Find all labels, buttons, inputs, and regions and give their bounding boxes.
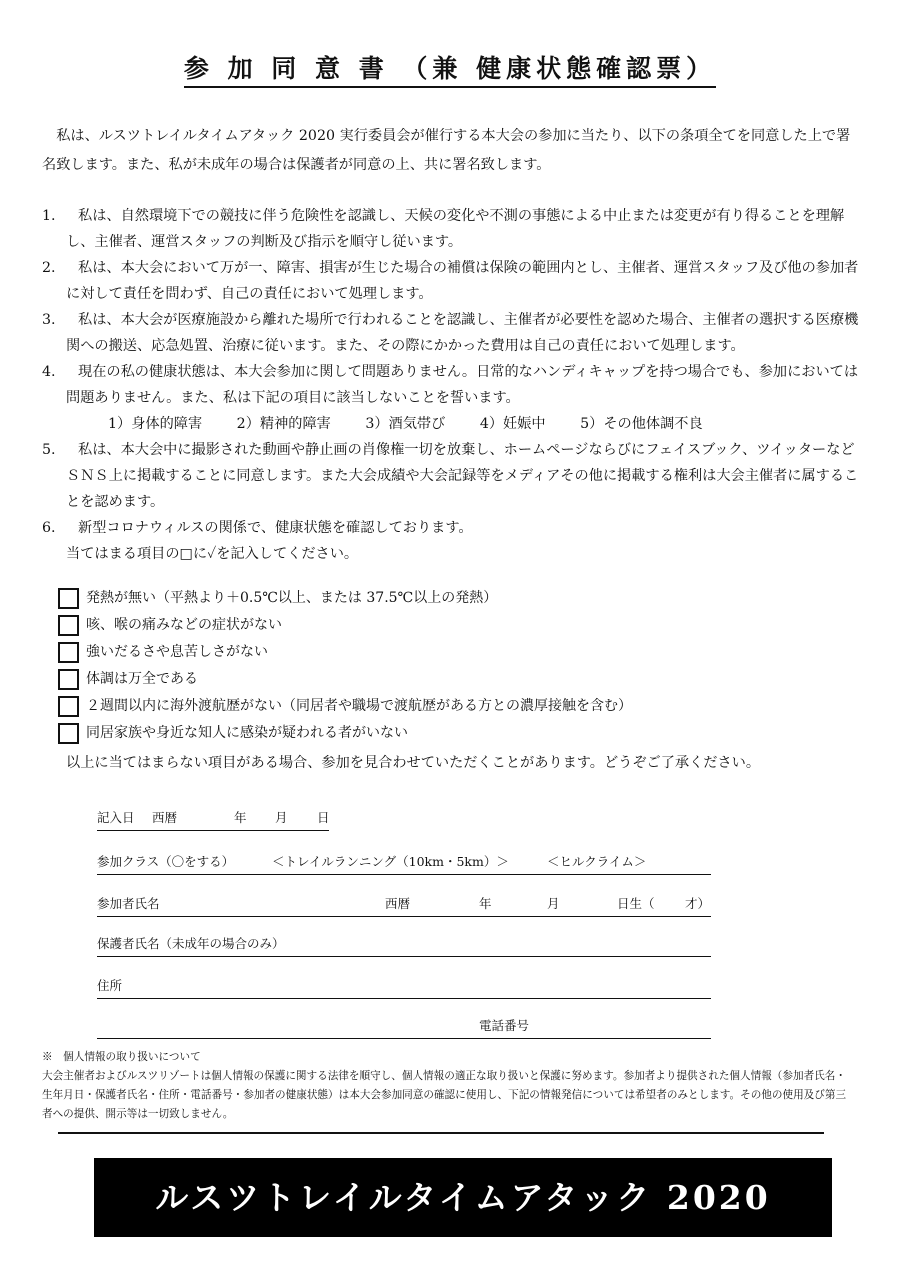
birth-era: 西暦 [385,896,411,911]
checklist-label: 咳、喉の痛みなどの症状がない [86,617,282,633]
birth-month: 月 [547,896,560,911]
condition-item: 5）その他体調不良 [580,416,703,432]
clause-text: 私は、本大会が医療施設から離れた場所で行われることを認識し、主催者が必要性を認めた場合、主催者の選択する医療機関への搬送、応急処置、治療に従います。また、その際にかかった費用は自己の責任において処理します。 [66,312,859,354]
privacy-heading: ※ 個人情報の取り扱いについて [42,1051,201,1063]
checkbox[interactable] [58,696,79,717]
address-label: 住所 [97,978,123,993]
intro-paragraph: 私は、ルスツトレイルタイムアタック 2020 実行委員会が催行する本大会の参加に当たり、以下の条項全てを同意した上で署名致します。また、私が未成年の場合は保護者が同意の上、共に署名致します。 [42,128,851,173]
clause-number: 1. [42,208,56,224]
condition-list [42,411,862,437]
clause-number: 5. [42,442,56,458]
clause-6 [42,515,862,541]
birth-day: 日生（ [617,896,655,911]
clause-3 [42,307,862,359]
clause-4 [42,359,862,411]
notice-text: 以上に当てはまらない項目がある場合、参加を見合わせていただくことがあります。どうぞご了承ください。 [66,755,761,771]
guardian-label: 保護者氏名（未成年の場合のみ） [97,936,285,951]
clause-number: 6. [42,520,56,536]
guardian-name-field[interactable] [97,934,711,957]
clause-text: 新型コロナウィルスの関係で、健康状態を確認しております。 [78,520,473,536]
date-year: 年 [234,810,247,825]
clause-text: 現在の私の健康状態は、本大会参加に関して問題ありません。日常的なハンディキャップを持つ場合でも、参加においては問題ありません。また、私は下記の項目に該当しないことを誓います。 [66,364,859,406]
age-suffix: 才） [685,896,711,911]
privacy-notice [42,1048,852,1124]
clause-number: 3. [42,312,56,328]
clause-number: 4. [42,364,56,380]
clause-text: 私は、本大会中に撮影された動画や静止画の肖像権一切を放棄し、ホームページならびにフェイスブック、ツイッターなどＳＮＳ上に掲載することに同意します。また大会成績や大会記録等をメディアその他に掲載する権利は大会主催者に属することを認めます。 [66,442,859,510]
privacy-body: 大会主催者およびルスツリゾートは個人情報の保護に関する法律を順守し、個人情報の適正な取り扱いと保護に努めます。参加者より提供された個人情報（参加者氏名・生年月日・保護者氏名・住所・電話番号・参加者の健康状態）は本大会参加同意の確認に使用し、下記の情報発信については希望者のみとします。その他の使用及び第三者への提供、開示等は一切致しません。 [42,1070,847,1120]
event-banner: ルスツトレイルタイムアタック 2020 [94,1158,832,1237]
clause-2 [42,255,862,307]
checkbox[interactable] [58,642,79,663]
phone-field[interactable] [97,1016,711,1039]
checklist-label: ２週間以内に海外渡航歴がない（同居者や職場で渡航歴がある方との濃厚接触を含む） [86,698,632,714]
class-field[interactable] [97,852,711,875]
checkbox[interactable] [58,669,79,690]
divider-line [58,1132,824,1134]
clause-number: 2. [42,260,56,276]
checkbox[interactable] [58,615,79,636]
checklist-label: 同居家族や身近な知人に感染が疑われる者がいない [86,725,408,741]
check-instruction: 当てはまる項目の□に✓を記入してください。 [66,546,359,562]
clause-text: 私は、自然環境下での競技に伴う危険性を認識し、天候の変化や不測の事態による中止または変更が有り得ることを理解し、主催者、運営スタッフの判断及び指示を順守し従います。 [66,208,845,250]
checkbox[interactable] [58,588,79,609]
condition-item: 1）身体的障害 [108,416,203,432]
checklist-label: 体調は万全である [86,671,198,687]
date-field[interactable] [97,808,329,831]
name-label: 参加者氏名 [97,896,160,911]
birth-year: 年 [479,896,492,911]
date-era: 西暦 [152,810,178,825]
clause-list [42,203,862,567]
clause-text: 私は、本大会において万が一、障害、損害が生じた場合の補償は保険の範囲内とし、主催者、運営スタッフ及び他の参加者に対して責任を問わず、自己の責任において処理します。 [66,260,859,302]
condition-item: 2）精神的障害 [236,416,331,432]
date-day: 日 [317,810,330,825]
participant-name-field[interactable] [97,894,711,917]
address-field[interactable] [97,976,711,999]
clause-1 [42,203,862,255]
form-title: 参 加 同 意 書 （兼 健康状態確認票） [0,52,900,86]
date-month: 月 [275,810,288,825]
class-label: 参加クラス（〇をする） [97,854,235,869]
checkbox[interactable] [58,723,79,744]
phone-label: 電話番号 [479,1018,530,1033]
checklist-label: 発熱が無い（平熱より＋0.5℃以上、または 37.5℃以上の発熱） [86,590,498,606]
clause-5 [42,437,862,515]
date-label: 記入日 [97,810,135,825]
checklist-label: 強いだるさや息苦しさがない [86,644,268,660]
class-option-trail: ＜トレイルランニング（10km・5km）＞ [272,854,509,869]
condition-item: 3）酒気帯び [365,416,446,432]
class-option-hill: ＜ヒルクライム＞ [547,854,647,869]
condition-item: 4）妊娠中 [479,416,546,432]
